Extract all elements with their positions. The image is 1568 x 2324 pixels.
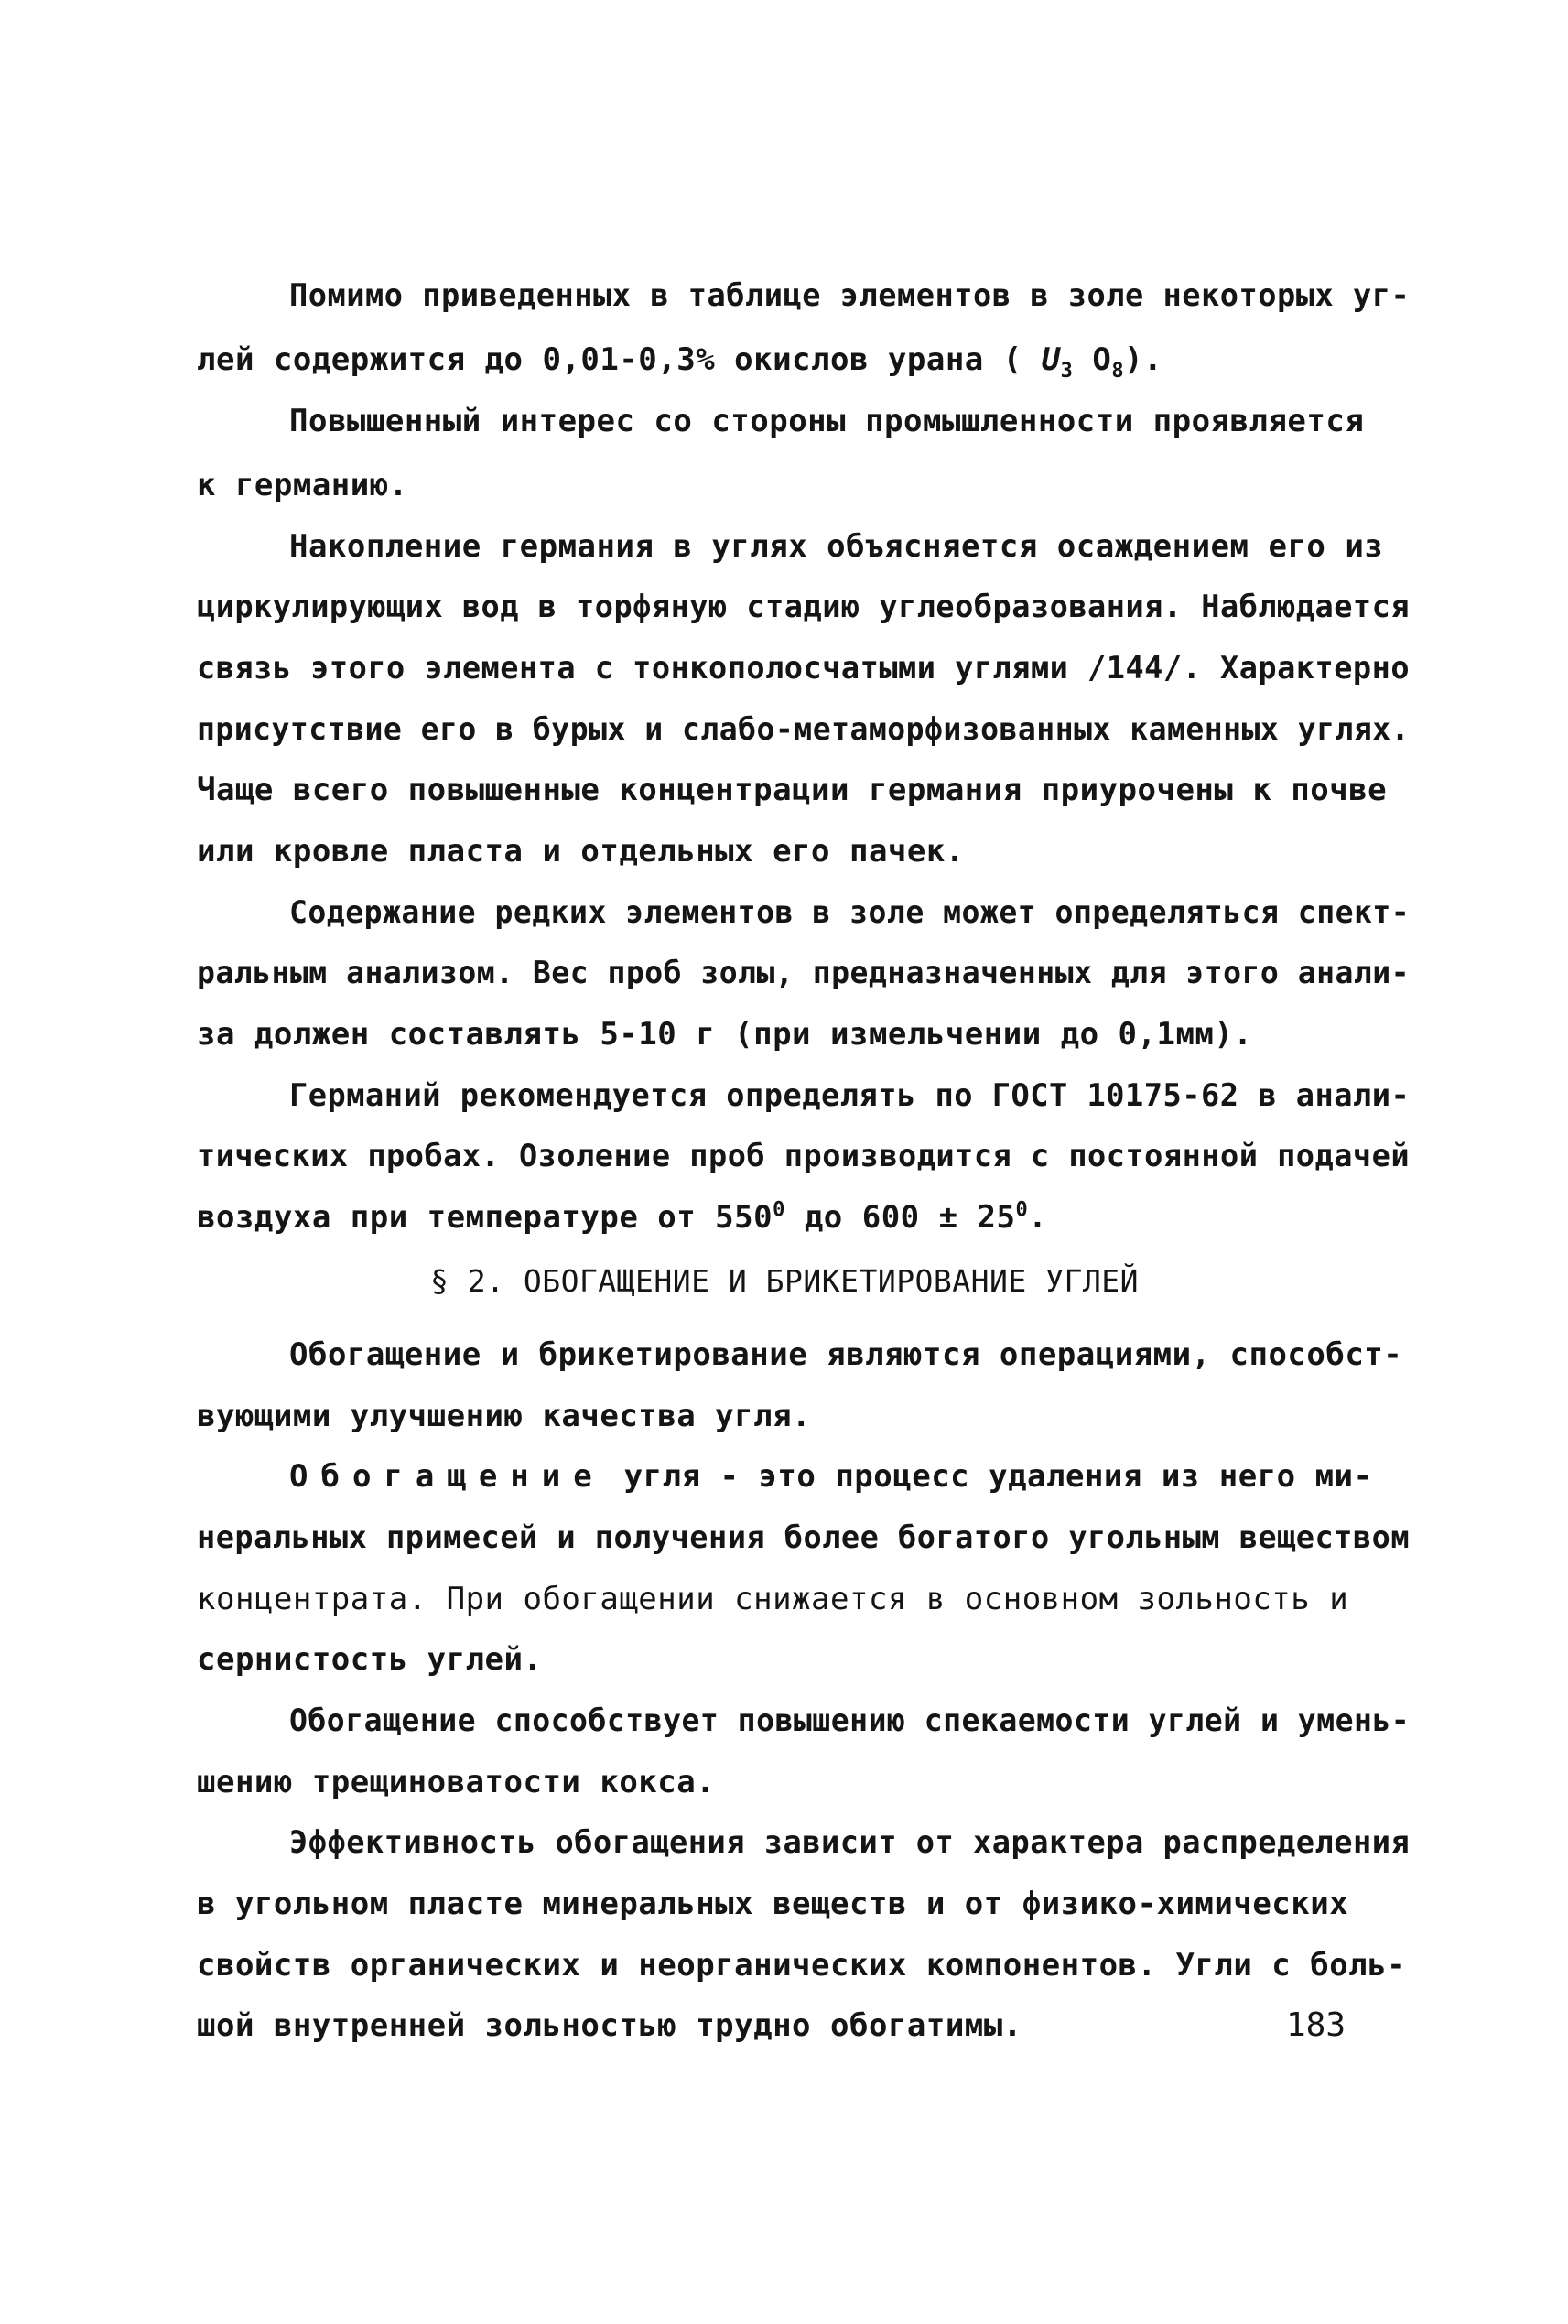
paragraph-3-line-3: связь этого элемента с тонкополосчатыми углями /144/. Характерно — [197, 650, 1411, 686]
paragraph-9-line-4: шой внутренней зольностью трудно обогатимы. — [197, 2007, 1022, 2044]
paragraph-4-line-3: за должен составлять 5-10 г (при измельчении до 0,1мм). — [197, 1016, 1253, 1053]
paragraph-1-line-1: Помимо приведенных в таблице элементов в золе некоторых уг- — [289, 277, 1411, 314]
paragraph-2-line-1: Повышенный интерес со стороны промышленности проявляется — [289, 403, 1365, 439]
paragraph-3-line-2: циркулирующих вод в торфяную стадию углеобразования. Наблюдается — [197, 589, 1411, 625]
paragraph-3-line-4: присутствие его в бурых и слабо-метаморфизованных каменных углях. — [197, 711, 1411, 748]
page-number: 183 — [1286, 2006, 1346, 2044]
uranium-symbol: U — [1041, 341, 1061, 378]
paragraph-5-line-1: Германий рекомендуется определять по ГОСТ 10175-62 в анали- — [289, 1077, 1411, 1114]
paragraph-9-line-2: в угольном пласте минеральных веществ и от физико-химических — [197, 1886, 1349, 1922]
paragraph-9-line-3: свойств органических и неорганических компонентов. Угли с боль- — [197, 1947, 1407, 1984]
paragraph-9-line-1: Эффективность обогащения зависит от характера распределения — [289, 1824, 1411, 1861]
paragraph-5-line-3: воздуха при температуре от $550^0$ до $600 \pm 25^0$. — [197, 1198, 1048, 1236]
paragraph-7-line-2: неральных примесей и получения более богатого угольным веществом — [197, 1519, 1411, 1556]
uranium-subscript: 3 — [1060, 359, 1074, 383]
paragraph-7-line-4: сернистость углей. — [197, 1641, 543, 1678]
paragraph-2-line-2: к германию. — [197, 467, 408, 503]
paragraph-6-line-2: вующими улучшению качества угля. — [197, 1398, 812, 1434]
paragraph-8-line-1: Обогащение способствует повышению спекаемости углей и умень- — [289, 1702, 1411, 1739]
section-heading: § 2. ОБОГАЩЕНИЕ И БРИКЕТИРОВАНИЕ УГЛЕЙ — [430, 1263, 1139, 1299]
paragraph-6-line-1: Обогащение и брикетирование являются операциями, способст- — [289, 1336, 1403, 1373]
paragraph-3-line-1: Накопление германия в углях объясняется осаждением его из — [289, 528, 1384, 565]
oxygen-symbol: O — [1092, 341, 1112, 378]
spaced-term: Обогащение — [289, 1458, 605, 1495]
oxygen-subscript: 8 — [1111, 359, 1125, 383]
paragraph-5-line-2: тических пробах. Озоление проб производится с постоянной подачей — [197, 1138, 1411, 1174]
paragraph-8-line-2: шению трещиноватости кокса. — [197, 1764, 716, 1800]
paragraph-7-line-1: Обогащение угля - это процесс удаления из него ми- — [289, 1458, 1373, 1495]
paragraph-4-line-1: Содержание редких элементов в золе может определяться спект- — [289, 894, 1411, 931]
paragraph-1-line-2: лей содержится до 0,01-0,3% окислов урана ( $U_3$ $O_8$). — [197, 341, 1163, 383]
paragraph-4-line-2: ральным анализом. Вес проб золы, предназначенных для этого анали- — [197, 955, 1411, 991]
paragraph-3-line-5: Чаще всего повышенные концентрации германия приурочены к почве — [197, 772, 1388, 808]
paragraph-7-line-3: концентрата. При обогащении снижается в основном зольность и — [197, 1581, 1349, 1617]
degree-superscript-1: 0 — [773, 1198, 785, 1222]
degree-superscript-2: 0 — [1015, 1198, 1029, 1222]
paragraph-3-line-6: или кровле пласта и отдельных его пачек. — [197, 833, 965, 870]
